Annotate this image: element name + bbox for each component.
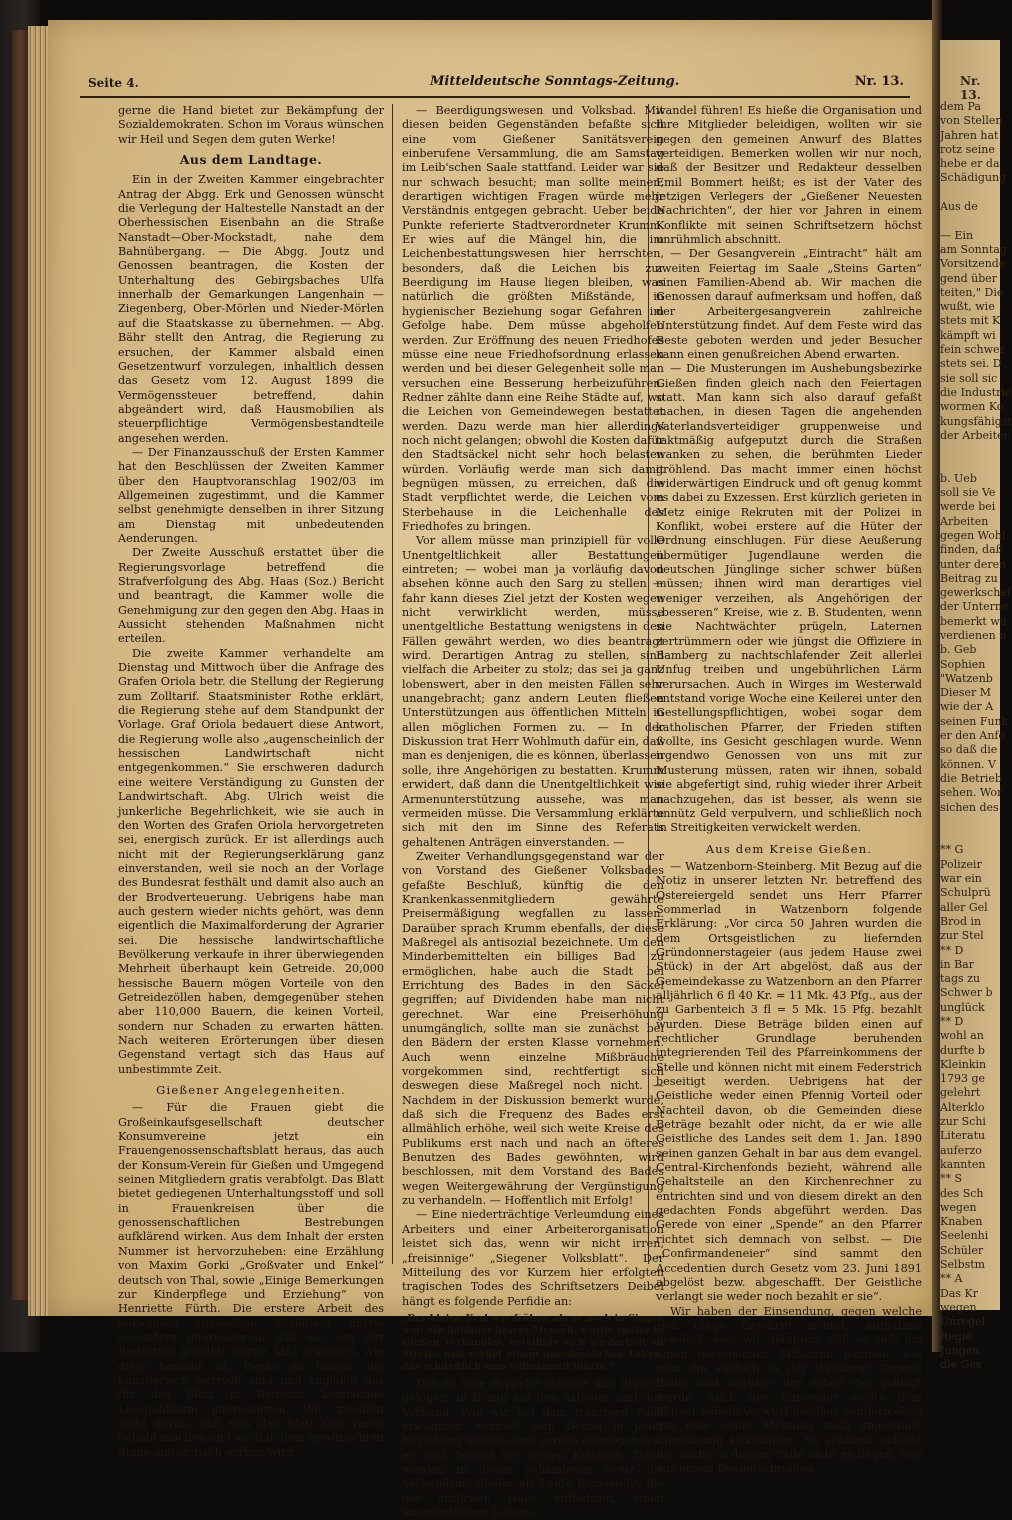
issue-number: Nr. 13. [854,74,904,89]
column-3 [656,104,922,1477]
article-paragraph: — Der Finanzausschuß der Ersten Kammer hat den Beschlüssen der Zweiten Kammer über den Hauptvoranschlag 1902/03 im Allgemeinen zugestimmt, und die Kammer selbst genehmigte denselben in ihrer Sitzung am Dienstag mit unbedeutenden Aenderungen. [118,445,384,545]
article-paragraph: — Eine niederträchtige Verleumdung eines Arbeiters und einer Arbeiterorganisation leistet sich das, wenn wir nicht irren, „freisinnige“ „Siegener Volksblatt“. Der Mitteilung des vor Kurzem hier erfolgten tragischen Todes des Schriftsetzers Deibel hängt es folgende Perfidie an: [402,1208,664,1308]
article-paragraph: Das ist eine doppelte Infamie und doppelt gelogen, in Bezug auf den Arbeiter und den Verband. Wie wir bei dem traurigen Falle erwähnten, verhielt sich Deibel in jeder Beziehung tadellos und gerade deswegen war er sehr beliebt bei seinen Kollegen. Dann werden in dieser schamlosen Notiz die Verbandsmitglieder als Leute hingestellt, die des sittlichen Halts entbehren, einen unordentlichen Lebens- [402,1376,664,1519]
article-paragraph: — Beerdigungswesen und Volksbad. Mit diesen beiden Gegenständen befaßte sich eine vom Gießener Sanitätsverein einberufene Versammlung, die am Samstag im Leib'schen Saale stattfand. Leider war sie nur schwach besucht; man sollte meinen, derartigen wichtigen Fragen würde mehr Verständnis entgegen gebracht. Ueber beide Punkte referierte Stadtverordneter Krumm. Er wies auf die Mängel hin, die im Leichenbestattungswesen hier herrschten, besonders, daß die Leichen bis zur Beerdigung im Hause liegen bleiben, was natürlich die größten Mißstände, in hygienischer Beziehung sogar Gefahren im Gefolge habe. Dem müsse abgeholfen werden. Zur Eröffnung des neuen Friedhofes müsse eine neue Friedhofsordnung erlassen werden und bei dieser Gelegenheit solle man versuchen eine Besserung herbeizuführen. Redner zählte dann eine Reihe Städte auf, wo die Leichen von Gemeindewegen bestattet werden. Dazu werde man hier allerdings noch nicht gelangen; obwohl die Kosten dafür den Stadtsäckel nicht sehr hoch belasten würden. Vorläufig werde man sich damit begnügen müssen, zu erreichen, daß die Stadt verpflichtet werde, die Leichen vom Sterbehause in die Leichenhalle des Friedhofes zu bringen. [402,104,664,533]
article-paragraph: Vor allem müsse man prinzipiell für volle Unentgeltlichkeit aller Bestattungen eintreten; — wobei man ja vorläufig davon absehen könne auch den Sarg zu stellen — fahr kann dieses Ziel jetzt der Kosten wegen nicht verwirklicht werden, müsse unentgeltliche Bestattung wenigstens in den Fällen gewährt werden, wo dies beantragt wird. Derartigen Antrag zu stellen, sind vielfach die Arbeiter zu stolz; das sei ja ganz lobenswert, aber in den meisten Fällen sehr unangebracht; ganz andern Leuten fließen Unterstützungen aus öffentlichen Mitteln in allen möglichen Formen zu. — In der Diskussion trat Herr Wohlmuth dafür ein, daß man es denjenigen, die es können, überlassen solle, ihre Angehörigen zu bestatten. Krumm erwidert, daß dann die Unentgeltlichkeit wie Armenunterstützung aussehe, was man vermeiden müsse. Die Versammlung erklärte sich mit den im Sinne des Referats gehaltenen Anträgen einverstanden. — [402,534,664,849]
section-heading-landtag: Aus dem Landtage. [179,152,323,168]
article-paragraph: Zweiter Verhandlungsgegenstand war der von Vorstand des Gießener Volksbades gefaßte Beschluß, künftig die den Krankenkassenmitgliedern gewährte Preisermäßigung wegfallen zu lassen. Daraüber sprach Krumm ebenfalls, der diese Maßregel als antisozial bezeichnete. Um den Minderbemittelten ein billiges Bad zu ermöglichen, habe auch die Stadt bei Errichtung des Bades in den Säckel gegriffen; auf Dividenden habe man nicht gerechnet. War eine Preiserhöhung unumgänglich, sollte man sie zunächst bei den Bädern der ersten Klasse vornehmen. Auch wenn einzelne Mißbräuche vorgekommen sind, rechtfertigt sich deswegen diese Maßregel noch nicht. — Nachdem in der Diskussion bemerkt wurde, daß sich die Frequenz des Bades erst allmählich erhöhe, weil sich weite Kreise des Publikums erst nach und nach an öfteres Benutzen des Bades gewöhnten, wird beschlossen, mit dem Vorstand des Bades wegen Weitergewährung der Vergünstigung zu verhandeln. — Hoffentlich mit Erfolg! [402,849,664,1208]
next-page-issue-number: Nr. 13. [960,74,981,102]
page-header [80,72,910,98]
quoted-text: „Der kleine Kerl war früher, als er noch in Siegen war, ein fleißiger braver Mensch, wurde später in Gießen Verbändler, beteiligte sich wiederholt an Streiks und verfiel einem unordentlichen Leben, das schließlich zum Selbstmord führte.“ [402,1312,664,1372]
article-paragraph: Der Zweite Ausschuß erstattet über die Regierungsvorlage betreffend die Strafverfolgung des Abg. Haas (Soz.) Bericht und beantragt, die Kammer wolle die Genehmigung zur den gegen den Abg. Haas in Aussicht stehenden Maßnahmen nicht erteilen. [118,546,384,646]
next-page-fragment [940,40,1012,1372]
section-heading-giessen: Gießener Angelegenheiten. [156,1083,346,1098]
column-1 [118,104,384,1460]
article-paragraph: wandel führen! Es hieße die Organisation und ihre Mitglieder beleidigen, wollten wir sie gegen den gemeinen Anwurf des Blattes verteidigen. Bemerken wollen wir nur noch, daß der Besitzer und Redakteur desselben Emil Bommert heißt; es ist der Vater des jetzigen Verlegers der „Gießener Neuesten Nachrichten“, der hier vor Jahren in einem Konflikte mit seinen Schriftsetzern höchst unrühmlich abschnitt. [656,104,922,247]
article-paragraph: — Watzenborn-Steinberg. Mit Bezug auf die Notiz in unserer letzten Nr. betreffend des Ostereiergeld sendet uns Herr Pfarrer Sommerlad in Watzenborn folgende Erklärung: „Vor circa 50 Jahren wurden die dem Ortsgeistlichen zu liefernden Gründonnerstageier (aus jedem Hause zwei Stück) in der Art abgelöst, daß aus der Gemeindekasse zu Watzenborn an den Pfarrer alljährlich 6 fl 40 Kr. = 11 Mk. 43 Pfg., aus der zu Garbenteich 3 fl = 5 Mk. 15 Pfg. bezahlt wurden. Diese Beträge bilden einen auf rechtlicher Grundlage beruhenden integrierenden Teil des Pfarreinkommens der Stelle und können nicht mit einem Federstrich beseitigt werden. Uebrigens hat der Geistliche weder einen Pfennig Vorteil oder Nachteil davon, ob die Gemeinden diese Beträge bezahlt oder nicht, da er wie alle Geistliche des Landes seit dem 1. Jan. 1890 seinen ganzen Gehalt in bar aus dem evangel. Central-Kirchenfonds bezieht, während alle Gehaltsteile an den Kirchenrechner zu entrichten sind und von diesem direkt an den gedachten Fonds abgeführt werden. Das Gerede von einer „Spende“ an den Pfarrer richtet sich demnach von selbst. — Die „Confirmandeneier“ sind sammt den Accedentien durch Gesetz vom 23. Juni 1891 abgelöst bezw. abgeschafft. Der Geistliche verlangt sie weder noch bezahlt er sie“. [656,859,922,1304]
article-paragraph: Wir haben der Einsendung, gegen welche sich obige Zuschrift richtet, Aufnahme gewährt, weil wir glaubten, daß es sich um einen bestehenden Mißstand handele, wie man ihn vielfach in der Wetzlarer Gegend findet und worüber uns schon viel geklagt wurde. Auch der Einsender wollte dem Pfarrer keinen Vorwurf machen, sondern eben nur eine seiner Meinung nach ungesunde Einrichtung bekämpfen. So schlimm scheint die Sache in diesem Falle nicht zu liegen. Wie aus einem Begleitschreiben [656,1304,922,1476]
article-paragraph: — Die Musterungen im Aushebungsbezirke Gießen finden gleich nach den Feiertagen statt. Man kann sich also darauf gefaßt machen, in diesen Tagen die angehenden Vaterlandsverteidiger gruppenweise und taktmäßig aufgeputzt durch die Straßen wanken zu sehen, die berühmten Lieder gröhlend. Das macht immer einen höchst widerwärtigen Eindruck und oft genug kommt es dabei zu Exzessen. Erst kürzlich gerieten in Metz einige Rekruten mit der Polizei in Konflikt, wobei erstere auf die Hüter der Ordnung einschlugen. Für diese Aeußerung übermütiger Jugendlaune werden die deutschen Jünglinge sicher schwer büßen müssen; ihnen wird man derartiges viel weniger verzeihen, als Angehörigen der „besseren“ Kreise, wie z. B. Studenten, wenn sie Nachtwächter prügeln, Laternen zertrümmern oder wie jüngst die Offiziere in Bamberg zu nachtschlafender Zeit allerlei Unfug treiben und ungebührlichen Lärm verursachen. Auch in Wirges im Westerwald entstand vorige Woche eine Keilerei unter den Gestellungspflichtigen, wobei sogar dem katholischen Pfarrer, der Frieden stiften wollte, ins Gesicht geschlagen wurde. Wenn irgendwo Genossen von uns mit zur Musterung müssen, raten wir ihnen, sobald sie abgefertigt sind, ruhig wieder ihrer Arbeit nachzugehen, das ist besser, als wenn sie unnütz Geld verpulvern, und schließlich noch in Streitigkeiten verwickelt werden. [656,362,922,835]
article-paragraph: Die zweite Kammer verhandelte am Dienstag und Mittwoch über die Anfrage des Grafen Oriola betr. die Stellung der Regierung zum Zolltarif. Staatsminister Rothe erklärt, die Regierung stehe auf dem Standpunkt der Vorlage. Graf Oriola bedauert diese Antwort, die Regierung wolle also „augenscheinlich der hessischen Landwirtschaft nicht entgegenkommen.“ Sie erschweren dadurch eine weitere Verständigung zu Gunsten der Landwirtschaft. Abg. Ulrich weist die junkerliche Begehrlichkeit, wie sie auch in den Worten des Grafen Oriola hervorgetreten sei, energisch zurück. Er ist allerdings auch nicht mit der Regierungserklärung ganz einverstanden, weil sie noch an der Vorlage des Bundesrat festhält und damit also auch an der Brodverteuerung. Uebrigens habe man auch gestern wieder nichts gehört, was denn eigentlich die Maximalforderung der Agrarier sei. Die hessische landwirtschaftliche Bevölkerung verkaufe in ihrer überwiegenden Mehrheit überhaupt kein Getreide. 20,000 hessische Bauern mögen Vorteile von den Getreidezöllen haben, demgegenüber stehen aber 110,000 Bauern, die keinen Vorteil, sondern nur Schaden zu erwarten hätten. Nach weiteren Erörterungen über diesen Gegenstand vertagt sich das Haus auf unbestimmte Zeit. [118,646,384,1076]
article-intro: gerne die Hand bietet zur Bekämpfung der Sozialdemokraten. Schon im Voraus wünschen wir Heil und Segen dem guten Werke! [118,104,384,146]
section-heading-kreis: Aus dem Kreise Gießen. [705,841,873,856]
column-rule-1 [392,104,393,1264]
next-page-text: dem Pa von Stellen Jahren hat rotz seine hebe er da Schädigung Aus de — Ein am Sonntag Vorsitzende gend über teiten," Die wußt, wie stets mit K kämpft wi fein schwer stets sei. D sie soll sic die Industrie wormen Ko kungsfähigst der Arbeiter b. Ueb soll sie Ve werde bei Arbeiten gegen Wohl finden, daß unter deren Beitrag zu gewerkschaf der Unterne bemerkt wu verdienen n b. Geb Sophien "Watzenb Dieser M wie der A seinen Funk er den Anfo so daß die können. V die Betrieb sehen. Wor sichen des ** G Polizeir war ein Schulprü aller Gel Brod in zur Stel ** D in Bar tags zu Schwer b unglück ** D wohl an durfte b Kleinkin 1793 ge gelehrt Alterklo zur Schi Literatu auferzo kannten ** S des Sch wegen Knaben Seelenhi Schüler Selbstm ** A Das Kr wegen Unregel Regie Jungen die Ges [940,100,1012,1372]
article-paragraph: — Der Gesangverein „Eintracht“ hält am zweiten Feiertag im Saale „Steins Garten“ einen Familien-Abend ab. Wir machen die Genossen darauf aufmerksam und hoffen, daß der Arbeitergesangverein zahlreiche Unterstützung findet. Auf dem Feste wird das Beste geboten werden und jeder Besucher kann einen genußreichen Abend erwarten. [656,247,922,361]
column-2 [402,104,664,1520]
article-paragraph: — Für die Frauen giebt die Großeinkaufsgesellschaft deutscher Konsumvereine jetzt ein Frauengenossenschaftsblatt heraus, das auch der Konsum-Verein für Gießen und Umgegend seinen Mitgliedern gratis verabfolgt. Das Blatt bietet gediegenen Unterhaltungsstoff und soll in Frauenkreisen über die genossenschaftlichen Bestrebungen aufklärend wirken. Aus dem Inhalt der ersten Nummer ist hervorzuheben: eine Erzählung von Maxim Gorki „Großvater und Enkel“ deutsch von Thal, sowie „Einige Bemerkungen zur Kinderpflege und Erziehung“ von Henriette Fürth. Die erstere Arbeit des bekannten russischen Erzählers dürfte besonders interessieren; daß sie von der Redaktion gewählt wurde, läßt erkennen, wie diese bemüht ist, Werke zu bieten, die künstlerisch wertvoll sind und zugleich das für das Blatt in Betracht kommende Lesepublikum interessieren. Wir zweifeln nicht daran, daß sich das Blatt sich rasch beliebt machen und auch in dem gewünschten Sinne agitatorisch wirken wird. [118,1101,384,1459]
article-paragraph: Ein in der Zweiten Kammer eingebrachter Antrag der Abgg. Erk und Genossen wünscht die Verlegung der Haltestelle Nanstadt an der Oberhessischen Eisenbahn an die Straße Nanstadt—Ober-Mockstadt, nahe dem Bahnübergang. — Die Abgg. Joutz und Genossen beantragen, die Kosten der Unterhaltung des Gebirgsbaches Ulfa innerhalb der Gemarkungen Langenhain — Ziegenberg, Ober-Mörlen und Nieder-Mörlen auf die Staatskasse zu übernehmen. — Abg. Bähr stellt den Antrag, die Regierung zu ersuchen, der Kammer alsbald einen Gesetzentwurf vorzulegen, inhaltlich dessen das Gesetz vom 12. August 1899 die Vermögenssteuer betreffend, dahin abgeändert wird, daß Hausmobilien als steuerpflichtige Vermögensbestandteile angesehen werden. [118,173,384,445]
newspaper-title: Mitteldeutsche Sonntags-Zeitung. [430,74,680,89]
page-number: Seite 4. [88,76,139,90]
